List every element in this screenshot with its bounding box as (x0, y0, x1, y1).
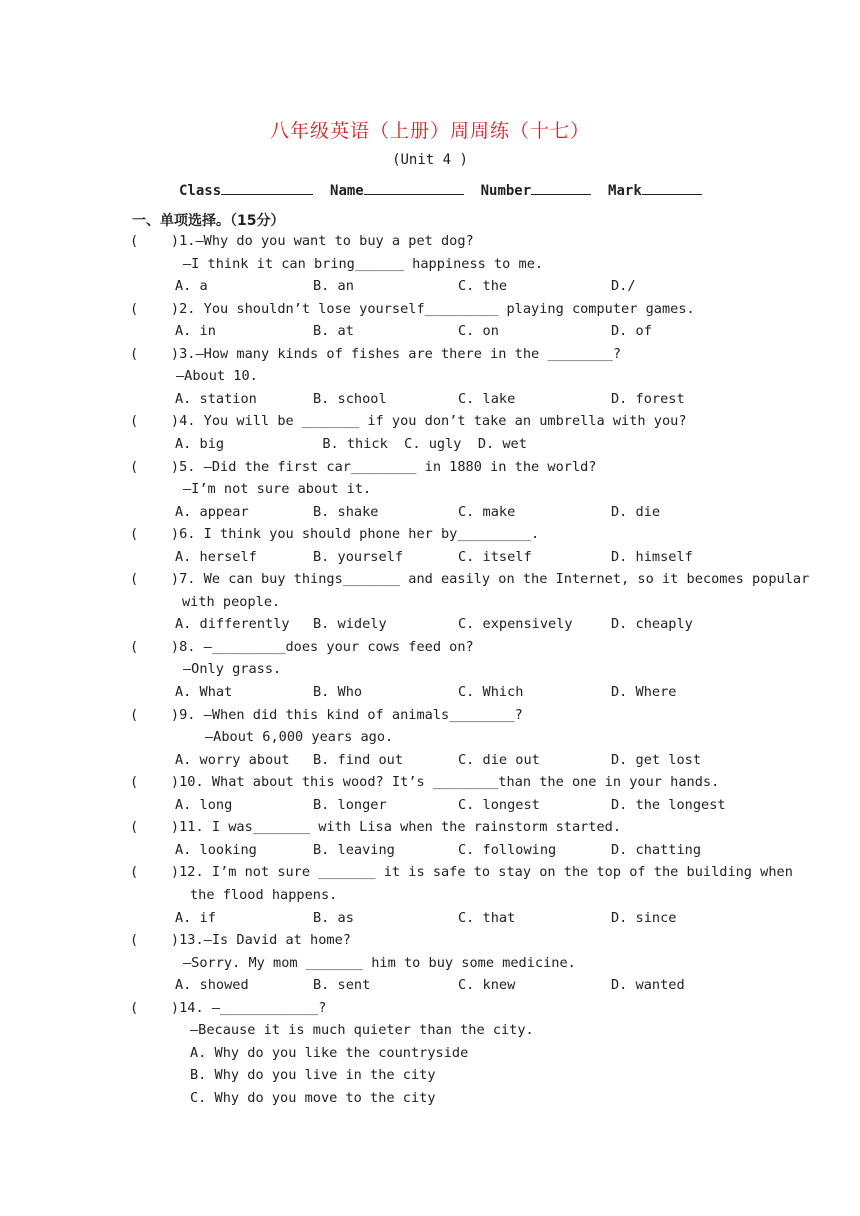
answer-options: A. big B. thick C. ugly D. wet (175, 435, 527, 452)
class-label: Class (179, 183, 222, 199)
answer-option: C. Why do you move to the city (190, 1089, 436, 1106)
question-stem: ( )3.—How many kinds of fishes are there in the ________? (130, 345, 622, 362)
question-stem: ( )12. I’m not sure _______ it is safe to stay on the top of the building when (130, 864, 793, 881)
question-line: —I think it can bring______ happiness to me. (183, 255, 544, 272)
name-label: Name (330, 183, 364, 199)
answer-option: B. an (313, 278, 354, 295)
answer-option: D. of (611, 323, 652, 340)
answer-option: A. a (175, 278, 208, 295)
answer-option: A. worry about (175, 751, 290, 768)
answer-option: A. long (175, 796, 233, 813)
mark-label: Mark (608, 183, 642, 199)
answer-option: C. die out (458, 751, 540, 768)
question-stem: ( )10. What about this wood? It’s ________than the one in your hands. (130, 774, 720, 791)
question-stem: ( )9. —When did this kind of animals________? (130, 706, 523, 723)
answer-option: D. forest (611, 390, 685, 407)
answer-option: B. shake (313, 503, 379, 520)
question-stem: ( )6. I think you should phone her by_________. (130, 526, 540, 543)
question-stem: ( )14. —____________? (130, 999, 327, 1016)
question-stem: ( )4. You will be _______ if you don’t take an umbrella with you? (130, 413, 687, 430)
answer-option: C. itself (458, 548, 532, 565)
answer-option: D. die (611, 503, 661, 520)
answer-option: D. the longest (611, 796, 726, 813)
answer-option: B. school (313, 390, 387, 407)
question-line: —Sorry. My mom _______ him to buy some medicine. (183, 954, 576, 971)
answer-option: C. knew (458, 977, 516, 994)
answer-option: A. in (175, 323, 216, 340)
answer-option: B. find out (313, 751, 404, 768)
answer-option: B. Who (313, 684, 363, 700)
answer-option: D. since (611, 909, 677, 926)
answer-option: D. himself (611, 548, 693, 565)
question-line: —I’m not sure about it. (183, 481, 372, 498)
question-stem: ( )11. I was_______ with Lisa when the rainstorm started. (130, 819, 622, 836)
answer-option: B. at (313, 323, 354, 340)
question-line: —Because it is much quieter than the city. (190, 1022, 534, 1039)
answer-option: C. the (458, 278, 508, 295)
number-blank[interactable] (531, 180, 591, 195)
question-stem: ( )13.—Is David at home? (130, 932, 351, 949)
answer-option: C. that (458, 909, 516, 926)
question-line: the flood happens. (190, 886, 338, 903)
answer-option: A. if (175, 909, 216, 926)
answer-option: D. get lost (611, 751, 702, 768)
answer-option: B. widely (313, 616, 387, 633)
answer-option: B. longer (313, 796, 387, 813)
answer-option: A. What (175, 684, 233, 700)
question-line: —About 10. (176, 368, 258, 385)
answer-option: D./ (611, 278, 636, 295)
answer-option: A. Why do you like the countryside (190, 1044, 469, 1061)
answer-option: A. differently (175, 616, 290, 633)
question-stem: ( )7. We can buy things_______ and easily on the Internet, so it becomes popular (130, 571, 810, 588)
answer-option: D. Where (611, 684, 677, 700)
answer-option: C. make (458, 503, 516, 520)
answer-option: C. expensively (458, 616, 573, 633)
question-stem: ( )8. —_________does your cows feed on? (130, 638, 474, 655)
question-line: —About 6,000 years ago. (205, 729, 394, 746)
answer-option: B. Why do you live in the city (190, 1067, 436, 1084)
mark-blank[interactable] (642, 180, 702, 195)
question-stem: ( )5. —Did the first car________ in 1880 in the world? (130, 458, 597, 475)
answer-option: C. following (458, 841, 557, 858)
question-stem: ( )2. You shouldn’t lose yourself_________ playing computer games. (130, 300, 695, 317)
answer-option: D. chatting (611, 841, 702, 858)
answer-option: D. wanted (611, 977, 685, 994)
question-line: with people. (182, 593, 281, 610)
unit-label: (Unit 4 ) (392, 152, 468, 168)
answer-option: A. station (175, 390, 257, 407)
section-heading: 一、单项选择。（15分） (132, 213, 285, 229)
name-blank[interactable] (364, 180, 464, 195)
answer-option: C. longest (458, 796, 540, 813)
answer-option: A. looking (175, 841, 257, 858)
answer-option: D. cheaply (611, 616, 693, 633)
answer-option: B. sent (313, 977, 371, 994)
answer-option: C. Which (458, 684, 524, 700)
answer-option: A. herself (175, 548, 257, 565)
answer-option: C. lake (458, 390, 516, 407)
number-label: Number (480, 183, 532, 199)
answer-option: B. leaving (313, 841, 395, 858)
answer-option: B. yourself (313, 548, 404, 565)
answer-option: A. showed (175, 977, 249, 994)
student-info-row (179, 180, 702, 199)
answer-option: B. as (313, 909, 354, 926)
answer-option: A. appear (175, 503, 249, 520)
class-blank[interactable] (221, 180, 313, 195)
answer-option: C. on (458, 323, 499, 340)
page-title: 八年级英语（上册）周周练（十七） (269, 120, 590, 142)
question-stem: ( )1.—Why do you want to buy a pet dog? (130, 233, 474, 249)
question-line: —Only grass. (183, 661, 282, 678)
